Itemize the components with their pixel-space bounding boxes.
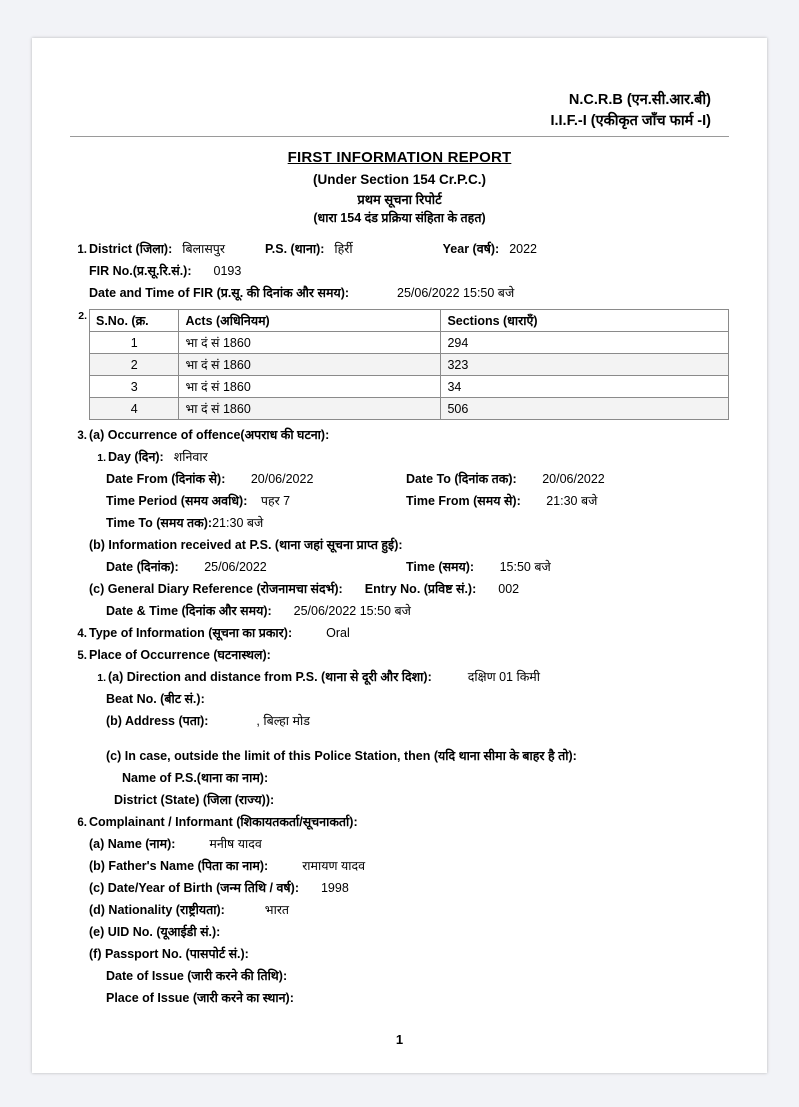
table-header-row [90, 310, 729, 332]
column-header-acts: Acts (अधिनियम) [179, 310, 441, 332]
time-period-value: पहर 7 [260, 494, 291, 509]
section-6-number: 6. [77, 817, 87, 830]
section-4 [70, 624, 729, 641]
section-2-number: 2. [78, 310, 87, 323]
date-to-value: 20/06/2022 [542, 472, 605, 487]
cell-section: 34 [441, 376, 729, 398]
ncrb-header [70, 90, 729, 132]
passport-issue-date-label: Date of Issue (जारी करने की तिथि): [106, 969, 288, 984]
info-received-label: (b) Information received at P.S. (थाना जहां सूचना प्राप्त हुई): [89, 538, 403, 553]
time-from-label: Time From (समय से): [406, 494, 521, 509]
section-3 [70, 426, 729, 619]
occurrence-row [70, 426, 729, 443]
cell-sno: 4 [90, 398, 179, 420]
section-6 [70, 813, 729, 1006]
time-from-value: 21:30 बजे [546, 494, 598, 509]
complainant-name-row [89, 835, 729, 852]
gd-entry-value: 002 [498, 582, 520, 597]
day-label: Day (दिन): [108, 450, 164, 465]
ps-label: P.S. (थाना): [265, 242, 325, 257]
cell-section: 506 [441, 398, 729, 420]
year-label: Year (वर्ष): [442, 242, 500, 257]
date-from-label: Date From (दिनांक से): [106, 472, 226, 487]
section-4-number: 4. [77, 628, 87, 641]
passport-issue-date-row [106, 967, 729, 984]
table-row [90, 376, 729, 398]
table-row [90, 354, 729, 376]
info-date-group [106, 558, 406, 575]
title-subtitle-hindi: प्रथम सूचना रिपोर्ट [357, 191, 442, 207]
place-sub-number: 1. [97, 672, 106, 685]
page-title: FIRST INFORMATION REPORT [287, 149, 512, 167]
section-5-number: 5. [77, 650, 87, 663]
occurrence-label: (a) Occurrence of offence(अपराध की घटना): [89, 428, 330, 443]
section-5 [70, 646, 729, 808]
fir-document-page [32, 38, 767, 1073]
cell-section: 323 [441, 354, 729, 376]
iif-line: I.I.F.-I (एकीकृत जाँच फार्म -I) [550, 113, 711, 130]
year-value: 2022 [509, 242, 538, 257]
day-number: 1. [97, 452, 106, 465]
complainant-nationality-value: भारत [264, 903, 290, 918]
section-1 [70, 240, 729, 301]
complainant-row [70, 813, 729, 830]
gd-entry-label: Entry No. (प्रविष्ट सं.): [364, 582, 477, 597]
fir-number-value: 0193 [213, 264, 242, 279]
day-value: शनिवार [173, 450, 208, 465]
outside-limit-row [106, 747, 729, 764]
date-to-label: Date To (दिनांक तक): [406, 472, 517, 487]
beat-number-label: Beat No. (बीट सं.): [106, 692, 205, 707]
complainant-label: Complainant / Informant (शिकायतकर्ता/सूचनाकर्ता): [89, 815, 358, 830]
title-subtitle-hindi-section: (धारा 154 दंड प्रक्रिया संहिता के तहत) [313, 211, 486, 226]
fir-number-row [89, 262, 729, 279]
outside-ps-name-row [122, 769, 729, 786]
info-received-datetime-row [106, 558, 729, 575]
time-period-group [106, 492, 406, 509]
complainant-dob-value: 1998 [320, 881, 349, 896]
complainant-dob-label: (c) Date/Year of Birth (जन्म तिथि / वर्ष): [89, 881, 299, 896]
info-time-value: 15:50 बजे [499, 560, 551, 575]
gd-reference-row [89, 580, 729, 597]
complainant-name-label: (a) Name (नाम): [89, 837, 176, 852]
fir-number-label: FIR No.(प्र.सू.रि.सं.): [89, 264, 192, 279]
section-3-number: 3. [77, 430, 87, 443]
district-ps-year-row [70, 240, 729, 257]
page-number: 1 [395, 1032, 404, 1048]
complainant-dob-row [89, 879, 729, 896]
direction-distance-value: दक्षिण 01 किमी [467, 670, 541, 685]
address-label: (b) Address (पता): [106, 714, 209, 729]
district-value: बिलासपुर [182, 242, 226, 257]
cell-act: भा दं सं 1860 [179, 398, 441, 420]
cell-act: भा दं सं 1860 [179, 354, 441, 376]
title-subtitle-section: (Under Section 154 Cr.P.C.) [312, 171, 487, 187]
info-date-label: Date (दिनांक): [106, 560, 179, 575]
type-of-information-label: Type of Information (सूचना का प्रकार): [89, 626, 293, 641]
time-period-from-row [106, 492, 729, 509]
document-body [32, 38, 767, 1073]
fir-datetime-label: Date and Time of FIR (प्र.सू. की दिनांक और समय): [89, 286, 350, 301]
complainant-uid-label: (e) UID No. (यूआईडी सं.): [89, 925, 221, 940]
district-label: District (जिला): [89, 242, 173, 257]
outside-limit-label: (c) In case, outside the limit of this Police Station, then (यदि थाना सीमा के बाहर है तो): [106, 749, 577, 764]
cell-section: 294 [441, 332, 729, 354]
complainant-father-label: (b) Father's Name (पिता का नाम): [89, 859, 269, 874]
cell-act: भा दं सं 1860 [179, 332, 441, 354]
outside-district-label: District (State) (जिला (राज्य)): [114, 793, 275, 808]
place-of-occurrence-row [70, 646, 729, 663]
cell-sno: 3 [90, 376, 179, 398]
direction-distance-label: (a) Direction and distance from P.S. (थाना से दूरी और दिशा): [108, 670, 432, 685]
type-of-information-value: Oral [326, 626, 350, 641]
date-from-value: 20/06/2022 [250, 472, 314, 487]
acts-sections-table [89, 309, 729, 420]
time-to-label: Time To (समय तक): [106, 516, 213, 531]
outside-ps-name-label: Name of P.S.(थाना का नाम): [122, 771, 269, 786]
time-from-group [406, 492, 729, 509]
cell-sno: 1 [90, 332, 179, 354]
complainant-name-value: मनीष यादव [209, 837, 262, 852]
title-block [70, 147, 729, 228]
fir-datetime-row [89, 284, 729, 301]
section-2 [70, 307, 729, 420]
time-period-label: Time Period (समय अवधि): [106, 494, 248, 509]
column-header-sno: S.No. (क्र. [90, 310, 179, 332]
fir-datetime-value: 25/06/2022 15:50 बजे [397, 286, 515, 301]
gd-datetime-value: 25/06/2022 15:50 बजे [293, 604, 411, 619]
date-to-group [406, 470, 729, 487]
address-row [106, 712, 729, 729]
column-header-sections: Sections (धाराएँ) [441, 310, 729, 332]
table-row [90, 398, 729, 420]
complainant-uid-row [89, 923, 729, 940]
info-received-row [89, 536, 729, 553]
cell-act: भा दं सं 1860 [179, 376, 441, 398]
day-row [89, 448, 729, 465]
passport-issue-place-label: Place of Issue (जारी करने का स्थान): [106, 991, 294, 1006]
table-row [90, 332, 729, 354]
outside-district-row [114, 791, 729, 808]
beat-number-row [106, 690, 729, 707]
complainant-nationality-label: (d) Nationality (राष्ट्रीयता): [89, 903, 225, 918]
place-of-occurrence-label: Place of Occurrence (घटनास्थल): [89, 648, 271, 663]
complainant-father-value: रामायण यादव [302, 859, 366, 874]
gd-reference-label: (c) General Diary Reference (रोजनामचा संदर्भ): [89, 582, 343, 597]
info-date-value: 25/06/2022 [204, 560, 267, 575]
date-from-to-row [106, 470, 729, 487]
direction-distance-row [89, 668, 729, 685]
cell-sno: 2 [90, 354, 179, 376]
complainant-passport-row [89, 945, 729, 962]
date-from-group [106, 470, 406, 487]
gd-datetime-row [106, 602, 729, 619]
address-value: , बिल्हा मोड [256, 714, 310, 729]
ncrb-line: N.C.R.B (एन.सी.आर.बी) [568, 92, 711, 108]
complainant-nationality-row [89, 901, 729, 918]
gd-datetime-label: Date & Time (दिनांक और समय): [106, 604, 272, 619]
complainant-father-row [89, 857, 729, 874]
spacer [70, 734, 729, 747]
time-to-row [106, 514, 729, 531]
info-time-label: Time (समय): [406, 560, 475, 575]
ps-value: हिर्री [334, 242, 353, 257]
complainant-passport-label: (f) Passport No. (पासपोर्ट सं.): [89, 947, 249, 962]
section-1-number: 1. [77, 244, 87, 257]
header-divider [70, 136, 729, 137]
passport-issue-place-row [106, 989, 729, 1006]
time-to-value: 21:30 बजे [212, 516, 264, 531]
info-time-group [406, 558, 729, 575]
